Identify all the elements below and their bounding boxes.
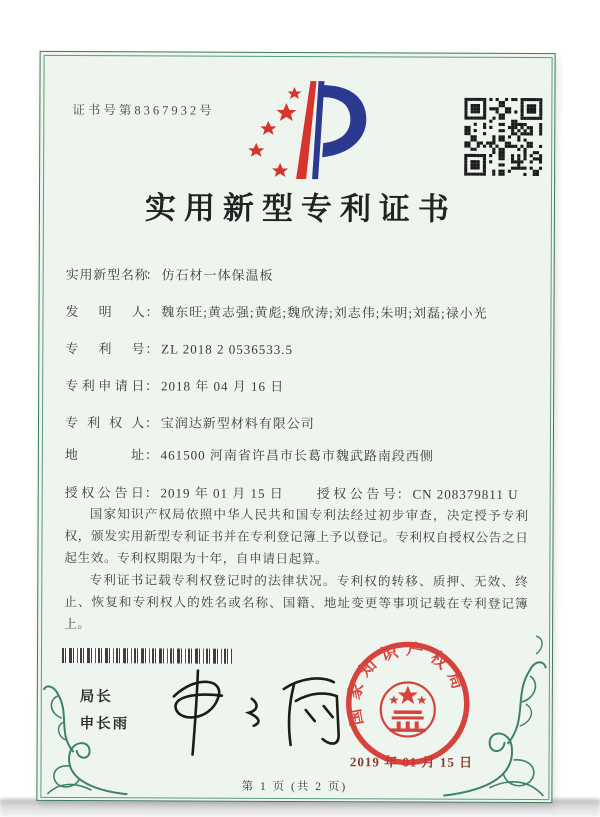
signer-name: 申长雨 [79, 715, 130, 733]
field-label: 实用新型名称 [65, 266, 149, 283]
field-label: 发明人 [65, 303, 146, 320]
certificate-number: 证书号第8367932号 [72, 103, 215, 118]
seal-date: 2019 年 01 月 15 日 [349, 754, 474, 770]
field-row-patent-no [65, 338, 533, 359]
field-row-grant-date [65, 482, 533, 503]
field-label: 地址 [64, 446, 145, 463]
field-colon: ： [145, 267, 160, 283]
field-row-patentee [65, 412, 533, 433]
field-label: 授权公告号 [316, 486, 397, 502]
seal-text: 国家知识产权局 [343, 639, 471, 728]
grant-no-pair [317, 483, 519, 503]
legal-paragraph-2: 专利证书记载专利权登记时的法律状况。专利权的转移、质押、无效、终止、恢复和专利权人的姓名或名称、国籍、地址变更等事项记载在专利登记簿上。 [64, 572, 529, 631]
field-row-filing-date [65, 375, 533, 396]
field-label: 专利申请日 [65, 377, 146, 394]
handwritten-signature [146, 664, 358, 765]
field-colon: ： [396, 486, 411, 502]
field-label: 授权公告日 [64, 484, 145, 501]
legal-paragraph-1: 国家知识产权局依照中华人民共和国专利法经过初步审查，决定授予专利权，颁发实用新型专利证书并在专利登记簿上予以登记。专利权自授权公告之日起生效。专利权期限为十年，自申请日起算。 [64, 507, 529, 566]
field-label: 专利权人 [64, 414, 146, 431]
corner-flourish-bottom-left-icon [39, 648, 132, 798]
cnipa-logo-icon [242, 79, 378, 182]
field-value: 461500 河南省许昌市长葛市魏武路南段西侧 [160, 447, 434, 464]
field-label: 专利号 [65, 340, 146, 357]
page-footer: 第 1 页 (共 2 页) [241, 780, 348, 794]
certificate-title: 实用新型专利证书 [144, 190, 458, 227]
field-colon: ： [144, 415, 159, 431]
field-row-inventors [65, 301, 533, 322]
field-row-name [66, 264, 534, 285]
field-value: 魏东旺;黄志强;黄彪;魏欣涛;刘志伟;朱明;刘磊;禄小光 [161, 304, 488, 321]
field-value: 宝润达新型材料有限公司 [160, 415, 315, 432]
patent-certificate [36, 51, 555, 803]
signer-title: 局长 [79, 689, 113, 706]
national-emblem-icon [381, 682, 435, 736]
field-colon: ： [145, 304, 160, 320]
field-colon: ： [144, 447, 159, 463]
qr-code [464, 98, 542, 176]
field-colon: ： [144, 485, 159, 501]
field-value: ZL 2018 2 0536533.5 [161, 341, 294, 357]
field-value: 2019 年 01 月 15 日 [160, 485, 284, 501]
field-value: 2018 年 04 月 16 日 [160, 378, 285, 394]
field-value: 仿石材一体保温板 [161, 267, 274, 283]
field-row-address [65, 444, 533, 465]
field-colon: ： [145, 341, 160, 357]
field-colon: ： [145, 378, 160, 394]
field-value: CN 208379811 U [412, 486, 519, 502]
official-seal [342, 637, 475, 770]
